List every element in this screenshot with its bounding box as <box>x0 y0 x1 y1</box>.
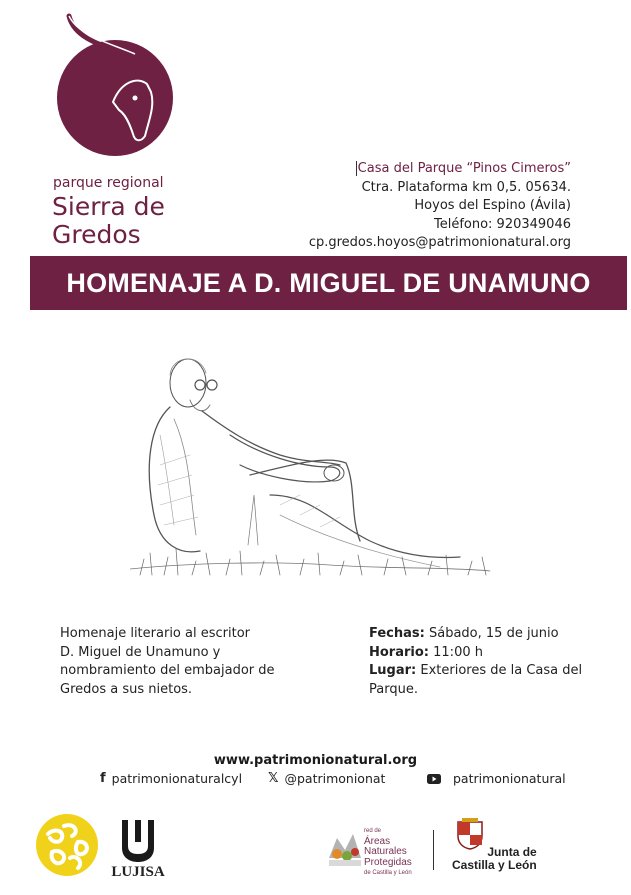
footer-divider <box>433 830 434 870</box>
dates-label: Fechas: <box>369 626 425 641</box>
description-line: Homenaje literario al escritor <box>60 626 250 641</box>
youtube-handle: patrimonionatural <box>453 771 566 786</box>
rna-line: Naturales <box>364 846 407 857</box>
event-title-banner <box>30 256 627 310</box>
jcyl-line2: Castilla y León <box>452 858 537 872</box>
red-areas-naturales-text <box>364 826 412 879</box>
youtube-link[interactable] <box>427 771 566 786</box>
description-line: D. Miguel de Unamuno y <box>60 644 221 660</box>
facebook-link[interactable] <box>100 771 242 786</box>
x-link[interactable] <box>268 771 385 786</box>
time-label: Horario: <box>369 644 429 660</box>
park-name-line2: Gredos <box>52 220 141 249</box>
contact-address: Ctra. Plataforma km 0,5. 05634. <box>361 179 571 195</box>
youtube-icon <box>427 774 441 784</box>
facebook-icon: f <box>100 771 106 786</box>
x-icon: 𝕏 <box>268 771 279 786</box>
pinos-cimeros-logo-icon <box>34 812 100 878</box>
description-line: Gredos a sus nietos. <box>60 681 193 697</box>
contact-name: Casa del Parque “Pinos Cimeros” <box>357 161 571 176</box>
place-value-cont: Parque. <box>369 681 418 697</box>
dates-row <box>369 625 599 644</box>
rna-red-de: red de <box>364 828 382 834</box>
park-type-label: parque regional <box>53 175 164 191</box>
rna-line: Protegidas <box>364 856 412 868</box>
contact-town: Hoyos del Espino (Ávila) <box>414 198 571 213</box>
x-handle: @patrimonionat <box>284 771 386 786</box>
event-details <box>369 625 599 699</box>
lujisa-wordmark: LUJISA <box>111 864 165 880</box>
rna-line: de Castilla y León <box>364 870 412 876</box>
dates-value: Sábado, 15 de junio <box>428 626 559 641</box>
red-areas-naturales-logo-icon <box>327 828 363 868</box>
contact-email[interactable]: cp.gredos.hoyos@patrimonionatural.org <box>308 235 571 250</box>
event-description <box>60 625 300 699</box>
website-link[interactable]: www.patrimonionatural.org <box>213 753 418 768</box>
facebook-handle: patrimonionaturalcyl <box>111 771 243 786</box>
event-title: HOMENAJE A D. MIGUEL DE UNAMUNO <box>66 267 591 298</box>
jcyl-wordmark <box>452 846 537 872</box>
time-row <box>369 644 599 663</box>
place-value: Exteriores de la Casa del <box>420 663 583 678</box>
park-name <box>52 193 165 249</box>
rna-line: Áreas <box>364 835 391 847</box>
jcyl-line1: Junta de <box>487 845 537 859</box>
description-line: nombramiento del embajador de <box>60 663 275 678</box>
park-name-line1: Sierra de <box>52 192 165 221</box>
place-label: Lugar: <box>369 663 417 678</box>
contact-block <box>309 160 571 253</box>
contact-phone: Teléfono: 920349046 <box>433 216 571 232</box>
time-value: 11:00 h <box>433 644 483 660</box>
place-row <box>369 662 599 681</box>
ibex-logo-icon <box>55 10 175 175</box>
unamuno-sketch-illustration <box>130 345 500 585</box>
